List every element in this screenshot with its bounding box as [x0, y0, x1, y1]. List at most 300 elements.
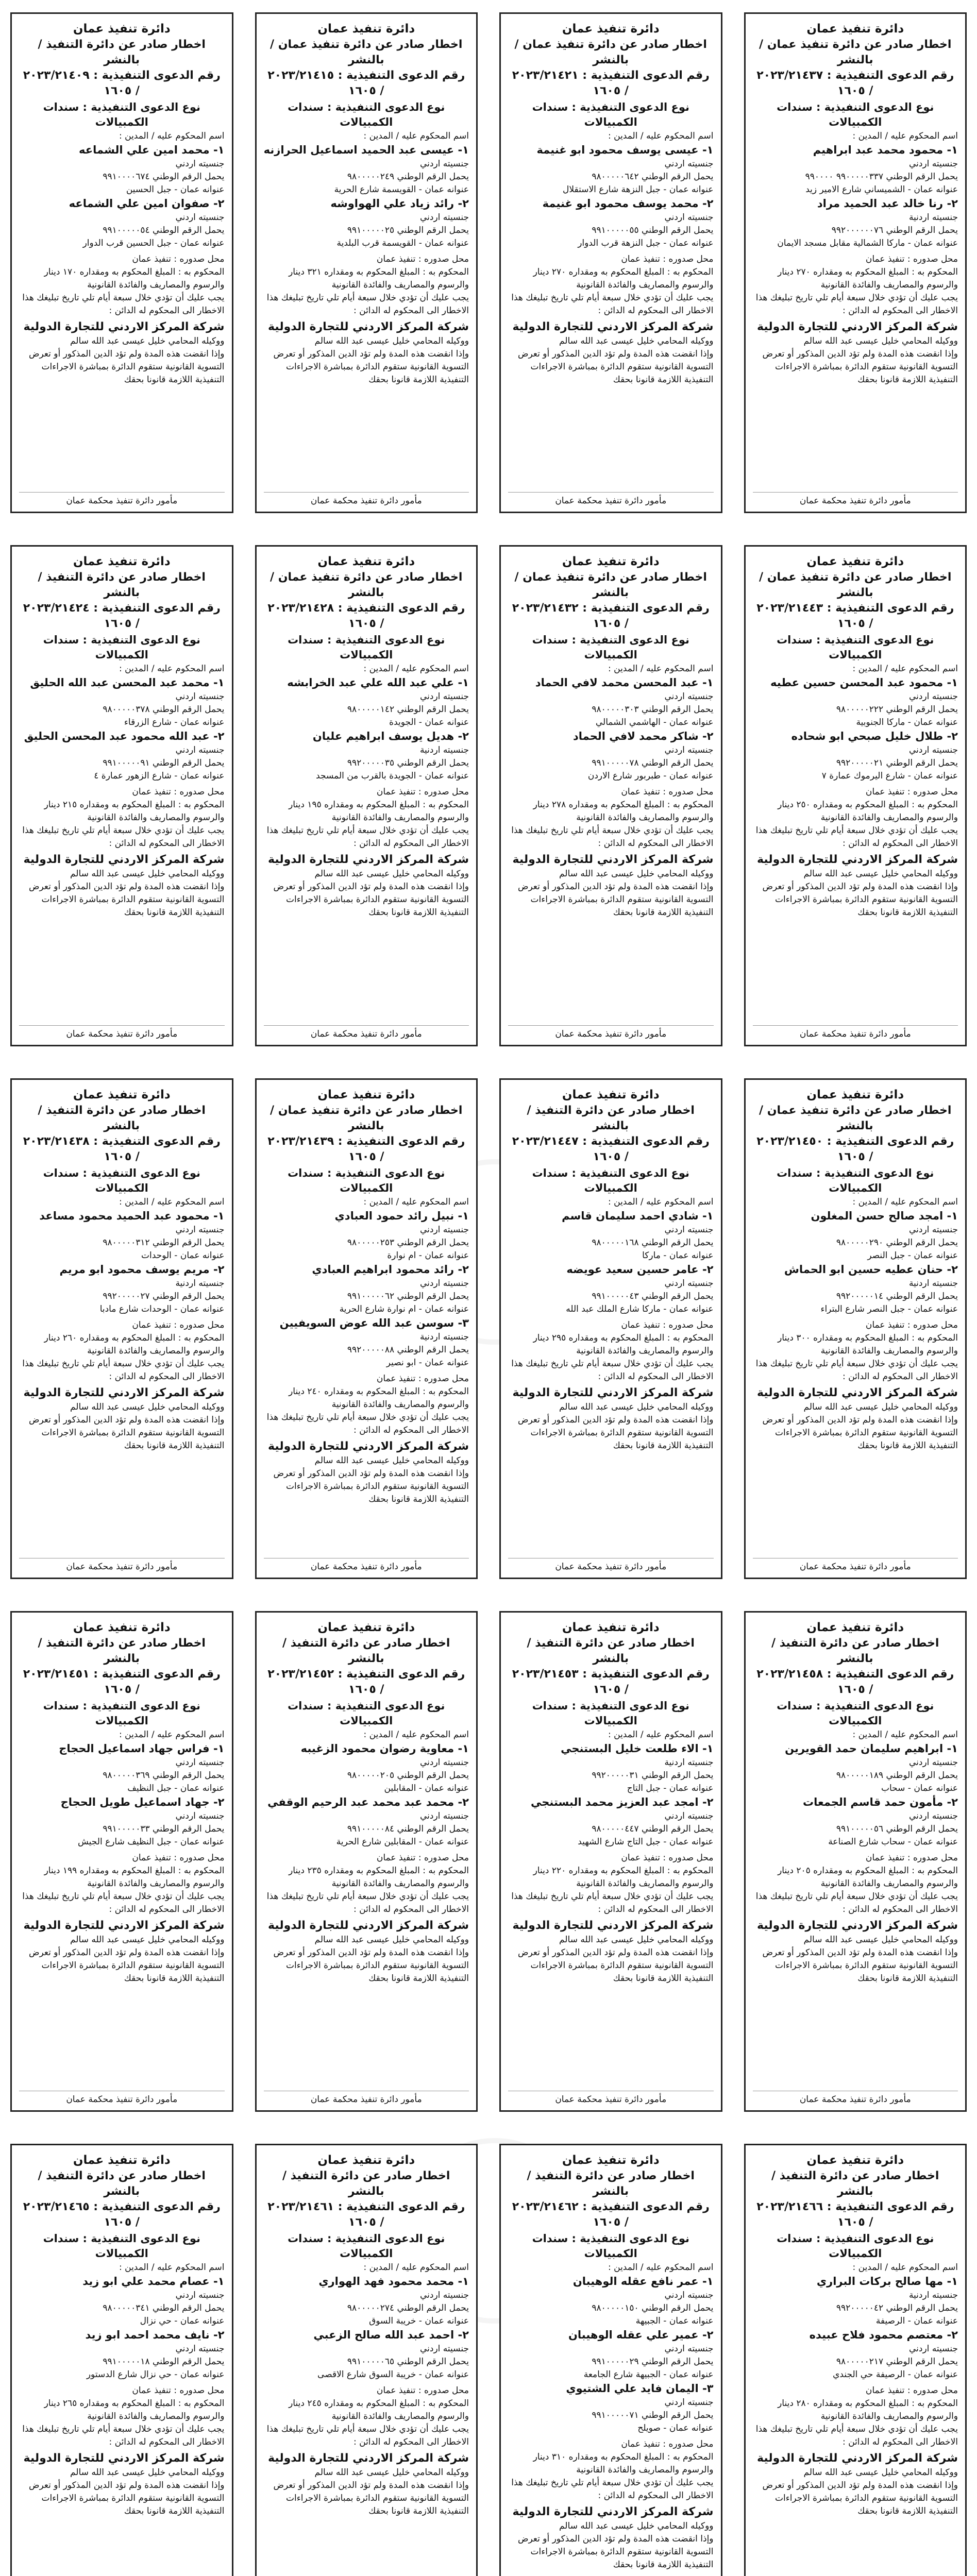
- notice-tail-line: وإذا انقضت هذه المدة ولم تؤد الدين المذكور أو تعرض التسوية القانونية ستقوم الدائرة بمباشرة الاجراءات التنفيذية اللازمة قانونا بحقك: [517, 349, 714, 385]
- notice-body-line: يجب عليك أن تؤدي خلال سبعة أيام تلي تاريخ تبليغك هذا الاخطار الى المحكوم له الدائن :: [511, 1891, 714, 1914]
- case-number: رقم الدعوى التنفيذية : ٢٠٢٣/٢١٤٢١ / ١٦٠٥: [512, 69, 710, 97]
- debtor-name: ٢- امجد عبد العزيز محمد البستنجي: [531, 1795, 714, 1808]
- case-number: رقم الدعوى التنفيذية : ٢٠٢٣/٢١٤٣٢ / ١٦٠٥: [512, 602, 710, 631]
- notice-header: دائرة تنفيذ عمان: [562, 1088, 660, 1101]
- debtor-detail: يحمل الرقم الوطني ٩٨٠٠٠٠٠١٨٩: [836, 1770, 958, 1781]
- notice-tail-line: ووكيله المحامي خليل عيسى عبد الله سالم: [803, 1401, 958, 1412]
- debtor-detail: يحمل الرقم الوطني ٩٩١٠٠٠٠٠٤٣: [592, 1291, 714, 1301]
- debtor-label: اسم المحكوم عليه / المدين :: [363, 664, 469, 674]
- debtor-detail: عنوانه عمان - الوحدات شارع مادبا: [99, 1303, 225, 1314]
- case-type: نوع الدعوى التنفيذية : سندات الكمبيالات: [43, 2232, 200, 2260]
- case-type: نوع الدعوى التنفيذية : سندات الكمبيالات: [288, 2232, 445, 2260]
- case-number: رقم الدعوى التنفيذية : ٢٠٢٣/٢١٤٥٨ / ١٦٠٥: [756, 1667, 954, 1696]
- notice-tail-line: ووكيله المحامي خليل عيسى عبد الله سالم: [70, 2467, 225, 2478]
- debtor-detail: عنوانه عمان - طبربور شارع الاردن: [587, 771, 714, 782]
- debtor-detail: جنسيته اردني: [175, 1224, 225, 1235]
- creditor-company: شركة المركز الاردني للتجارة الدولية: [757, 2452, 958, 2465]
- notice-header: دائرة تنفيذ عمان: [73, 1088, 171, 1101]
- debtor-detail: عنوانه عمان - خريبة السوق شارع الاقصى: [317, 2369, 469, 2380]
- debtor-detail: يحمل الرقم الوطني ٩٨٠٠٠٠٠٤٤٧: [592, 1823, 714, 1834]
- notice-body-line: يجب عليك أن تؤدي خلال سبعة أيام تلي تاريخ تبليغك هذا الاخطار الى المحكوم له الدائن :: [755, 825, 958, 849]
- creditor-company: شركة المركز الاردني للتجارة الدولية: [23, 2452, 225, 2465]
- debtor-name: ١- مها صالح بركات البراري: [816, 2275, 958, 2288]
- debtor-detail: يحمل الرقم الوطني ٩٩٢٠٠٠٠٠٠٧٦: [831, 225, 958, 235]
- notice-body-line: يجب عليك أن تؤدي خلال سبعة أيام تلي تاريخ تبليغك هذا الاخطار الى المحكوم له الدائن :: [511, 293, 714, 316]
- debtor-detail: يحمل الرقم الوطني ٩٨٠٠٠٠٠٢٩٠: [836, 1237, 958, 1248]
- case-number: رقم الدعوى التنفيذية : ٢٠٢٣/٢١٤٥٢ / ١٦٠٥: [267, 1667, 465, 1696]
- notice-body-line: المحكوم به : المبلغ المحكوم به ومقداره ١٩٥ دينار والرسوم والمصاريف والفائدة القانونية: [289, 800, 469, 823]
- notice-body-line: يجب عليك أن تؤدي خلال سبعة أيام تلي تاريخ تبليغك هذا الاخطار الى المحكوم له الدائن :: [755, 2424, 958, 2448]
- notice-header: دائرة تنفيذ عمان: [73, 555, 171, 569]
- debtor-detail: جنسيته اردنية: [908, 1278, 958, 1289]
- case-type: نوع الدعوى التنفيذية : سندات الكمبيالات: [532, 634, 689, 662]
- notice-body-line: المحكوم به : المبلغ المحكوم به ومقداره ٢٤٠ دينار والرسوم والمصاريف والفائدة القانونية: [289, 1386, 469, 1410]
- debtor-detail: جنسيته اردني: [664, 691, 714, 702]
- debtor-name: ١- ابراهيم سليمان حمد القويرين: [785, 1742, 958, 1755]
- debtor-detail: عنوانه عمان - جبل النظيف شارع الجيش: [78, 1836, 225, 1847]
- notice-tail-line: ووكيله المحامي خليل عيسى عبد الله سالم: [803, 336, 958, 346]
- debtor-name: ٢- هديل يوسف ابراهيم عليان: [312, 730, 469, 743]
- debtor-detail: عنوانه عمان - شارع الزرقاء: [124, 717, 225, 728]
- debtor-detail: يحمل الرقم الوطني ٩٩٢٠٠٠٠٠٣١: [592, 1770, 714, 1781]
- notice-tail-line: وإذا انقضت هذه المدة ولم تؤد الدين المذكور أو تعرض التسوية القانونية ستقوم الدائرة بمباشرة الاجراءات التنفيذية اللازمة قانونا بحقك: [762, 349, 958, 385]
- notice-footer: مأمور دائرة تنفيذ محكمة عمان: [753, 1558, 958, 1573]
- debtor-detail: عنوانه عمان - جبل الحسين قرب الدوار: [82, 238, 225, 248]
- notice-header: دائرة تنفيذ عمان: [73, 22, 171, 36]
- creditor-company: شركة المركز الاردني للتجارة الدولية: [512, 853, 714, 867]
- notice-header: اخطار صادر عن دائرة تنفيذ عمان / بالنشر: [270, 1104, 463, 1132]
- notice-footer: مأمور دائرة تنفيذ محكمة عمان: [508, 1558, 714, 1573]
- notice-tail-line: وإذا انقضت هذه المدة ولم تؤد الدين المذكور أو تعرض التسوية القانونية ستقوم الدائرة بمباشرة الاجراءات التنفيذية اللازمة قانونا بحقك: [273, 882, 469, 918]
- debtor-name: ٢- عامر حسين سعيد عويضه: [566, 1263, 714, 1276]
- debtor-detail: جنسيته اردني: [664, 2290, 714, 2301]
- debtor-name: ٢- رائد زياد علي الهواوشه: [330, 197, 469, 210]
- debtor-detail: جنسيته اردني: [420, 691, 469, 702]
- notice-tail-line: وإذا انقضت هذه المدة ولم تؤد الدين المذكور أو تعرض التسوية القانونية ستقوم الدائرة بمباشرة الاجراءات التنفيذية اللازمة قانونا بحقك: [273, 1947, 469, 1984]
- notice-tail-line: وإذا انقضت هذه المدة ولم تؤد الدين المذكور أو تعرض التسوية القانونية ستقوم الدائرة بمباشرة الاجراءات التنفيذية اللازمة قانونا بحقك: [273, 2480, 469, 2517]
- debtor-detail: جنسيته اردني: [175, 159, 225, 169]
- case-type: نوع الدعوى التنفيذية : سندات الكمبيالات: [777, 2232, 934, 2260]
- notice-header: دائرة تنفيذ عمان: [73, 2154, 171, 2167]
- notice-header: اخطار صادر عن دائرة تنفيذ عمان / بالنشر: [759, 1104, 952, 1132]
- notice-tail-line: ووكيله المحامي خليل عيسى عبد الله سالم: [559, 1934, 714, 1945]
- debtor-detail: يحمل الرقم الوطني ٩٨٠٠٠٠٠٦٤٢: [592, 172, 714, 182]
- notice-card: [744, 2144, 967, 2576]
- notice-body-line: محل صدوره : تنفيذ عمان: [621, 787, 714, 798]
- notice-tail-line: ووكيله المحامي خليل عيسى عبد الله سالم: [803, 869, 958, 879]
- debtor-detail: جنسيته اردنية: [908, 2290, 958, 2301]
- debtor-label: اسم المحكوم عليه / المدين :: [363, 1729, 469, 1740]
- notice-tail-line: ووكيله المحامي خليل عيسى عبد الله سالم: [559, 2521, 714, 2532]
- debtor-detail: جنسيته اردني: [175, 1757, 225, 1768]
- debtor-label: اسم المحكوم عليه / المدين :: [119, 1196, 225, 1207]
- notice-body-line: محل صدوره : تنفيذ عمان: [621, 1319, 714, 1330]
- notice-body-line: محل صدوره : تنفيذ عمان: [865, 787, 958, 798]
- notice-body-line: المحكوم به : المبلغ المحكوم به ومقداره ٢٩٥ دينار والرسوم والمصاريف والفائدة القانونية: [533, 1332, 714, 1356]
- notice-header: اخطار صادر عن دائرة التنفيذ / بالنشر: [771, 1636, 939, 1665]
- debtor-detail: جنسيته اردني: [175, 691, 225, 702]
- debtor-detail: يحمل الرقم الوطني ٩٩٢٠٠٠٠٠٣٥: [347, 758, 469, 769]
- notice-footer: مأمور دائرة تنفيذ محكمة عمان: [753, 1025, 958, 1041]
- debtor-detail: عنوانه عمان - جبل النزهة قرب الدوار: [578, 238, 714, 248]
- debtor-name: ٢- عمير علي عقله الوهيبان: [568, 2329, 714, 2342]
- debtor-detail: عنوانه عمان - القويسمة شارع الحرية: [334, 184, 469, 195]
- notice-card: [744, 545, 967, 1046]
- case-type: نوع الدعوى التنفيذية : سندات الكمبيالات: [532, 1699, 689, 1727]
- notice-footer: مأمور دائرة تنفيذ محكمة عمان: [19, 1558, 225, 1573]
- notice-card: [255, 1611, 478, 2112]
- notice-body-line: يجب عليك أن تؤدي خلال سبعة أيام تلي تاريخ تبليغك هذا الاخطار الى المحكوم له الدائن :: [755, 1358, 958, 1382]
- case-type: نوع الدعوى التنفيذية : سندات الكمبيالات: [288, 1699, 445, 1727]
- debtor-detail: جنسيته اردني: [175, 745, 225, 756]
- notice-header: اخطار صادر عن دائرة التنفيذ / بالنشر: [527, 1636, 695, 1665]
- debtor-detail: عنوانه عمان - الجويدة: [389, 717, 469, 728]
- case-number: رقم الدعوى التنفيذية : ٢٠٢٣/٢١٤٤٣ / ١٦٠٥: [756, 602, 954, 631]
- debtor-detail: عنوانه عمان - ام نوارة شارع الحرية: [339, 1303, 469, 1314]
- notice-body-line: المحكوم به : المبلغ المحكوم به ومقداره ٣١٠ دينار والرسوم والمصاريف والفائدة القانونية: [533, 2452, 714, 2476]
- case-type: نوع الدعوى التنفيذية : سندات الكمبيالات: [43, 1166, 200, 1194]
- debtor-detail: عنوانه عمان - ماركا الشمالية مقابل مسجد الايمان: [777, 238, 958, 248]
- debtor-detail: يحمل الرقم الوطني ٩٩٠٠٠٠٠٣٣٧ ٩٩٠٠٠٠: [805, 172, 958, 182]
- notice-card: [255, 2144, 478, 2576]
- debtor-detail: جنسيته اردني: [420, 1224, 469, 1235]
- case-number: رقم الدعوى التنفيذية : ٢٠٢٣/٢١٤٦٥ / ١٦٠٥: [23, 2200, 221, 2229]
- debtor-detail: عنوانه عمان - المقابلين شارع الحرية: [336, 1836, 469, 1847]
- debtor-detail: جنسيته اردني: [909, 1757, 958, 1768]
- notice-footer: مأمور دائرة تنفيذ محكمة عمان: [264, 1558, 469, 1573]
- notice-body-line: يجب عليك أن تؤدي خلال سبعة أيام تلي تاريخ تبليغك هذا الاخطار الى المحكوم له الدائن :: [511, 1358, 714, 1382]
- creditor-company: شركة المركز الاردني للتجارة الدولية: [23, 320, 225, 333]
- debtor-detail: عنوانه عمان - سحاب شارع الصناعة: [828, 1836, 958, 1847]
- case-type: نوع الدعوى التنفيذية : سندات الكمبيالات: [777, 634, 934, 662]
- debtor-detail: جنسيته اردنية: [908, 212, 958, 223]
- debtor-detail: جنسيته اردني: [420, 159, 469, 169]
- debtor-detail: يحمل الرقم الوطني ٩٩٢٠٠٠٠٠٤٢: [836, 2303, 958, 2314]
- debtor-detail: جنسيته اردني: [420, 2344, 469, 2354]
- case-type: نوع الدعوى التنفيذية : سندات الكمبيالات: [43, 101, 200, 128]
- notice-card: [499, 12, 722, 513]
- creditor-company: شركة المركز الاردني للتجارة الدولية: [268, 2452, 469, 2465]
- notice-tail-line: ووكيله المحامي خليل عيسى عبد الله سالم: [70, 1934, 225, 1945]
- notice-header: دائرة تنفيذ عمان: [806, 1088, 904, 1101]
- notice-body-line: المحكوم به : المبلغ المحكوم به ومقداره ٢٧٨ دينار والرسوم والمصاريف والفائدة القانونية: [533, 800, 714, 823]
- debtor-label: اسم المحكوم عليه / المدين :: [608, 1196, 714, 1207]
- creditor-company: شركة المركز الاردني للتجارة الدولية: [268, 853, 469, 867]
- debtor-name: ٣- اليمان فايد علي الشتيوي: [566, 2382, 714, 2395]
- notice-tail-line: وإذا انقضت هذه المدة ولم تؤد الدين المذكور أو تعرض التسوية القانونية ستقوم الدائرة بمباشرة الاجراءات التنفيذية اللازمة قانونا بحقك: [762, 1947, 958, 1984]
- case-number: رقم الدعوى التنفيذية : ٢٠٢٣/٢١٤٤٧ / ١٦٠٥: [512, 1134, 710, 1163]
- debtor-detail: يحمل الرقم الوطني ٩٩١٠٠٠٠٦٧٤: [103, 172, 225, 182]
- notice-tail-line: ووكيله المحامي خليل عيسى عبد الله سالم: [314, 869, 469, 879]
- debtor-detail: جنسيته اردني: [664, 159, 714, 169]
- notice-footer: مأمور دائرة تنفيذ محكمة عمان: [264, 1025, 469, 1041]
- debtor-name: ١- فراس جهاد اسماعيل الحجاج: [59, 1742, 225, 1755]
- debtor-detail: جنسيته اردني: [420, 2290, 469, 2301]
- debtor-detail: عنوانه عمان - حي نزال: [140, 2316, 225, 2327]
- debtor-detail: جنسيته اردني: [175, 1810, 225, 1821]
- creditor-company: شركة المركز الاردني للتجارة الدولية: [757, 1919, 958, 1932]
- case-number: رقم الدعوى التنفيذية : ٢٠٢٣/٢١٤٢٨ / ١٦٠٥: [267, 602, 465, 631]
- debtor-detail: عنوانه عمان - جبل التاج شارع الشهيد: [578, 1836, 714, 1847]
- notice-body-line: يجب عليك أن تؤدي خلال سبعة أيام تلي تاريخ تبليغك هذا الاخطار الى المحكوم له الدائن :: [266, 293, 469, 316]
- debtor-detail: عنوانه عمان - ام نوارة: [387, 1250, 469, 1261]
- debtor-detail: يحمل الرقم الوطني ٩٨٠٠٠٠٠٣٦٩: [103, 1770, 225, 1781]
- notice-body-line: محل صدوره : تنفيذ عمان: [621, 1852, 714, 1863]
- notice-tail-line: ووكيله المحامي خليل عيسى عبد الله سالم: [559, 869, 714, 879]
- case-number: رقم الدعوى التنفيذية : ٢٠٢٣/٢١٤٠٩ / ١٦٠٥: [23, 69, 221, 97]
- notice-footer: مأمور دائرة تنفيذ محكمة عمان: [19, 492, 225, 507]
- notice-footer: مأمور دائرة تنفيذ محكمة عمان: [508, 2091, 714, 2106]
- debtor-detail: يحمل الرقم الوطني ٩٩١٠٠٠٠٠٨٤: [347, 1823, 469, 1834]
- case-number: رقم الدعوى التنفيذية : ٢٠٢٣/٢١٤٥٠ / ١٦٠٥: [756, 1134, 954, 1163]
- notice-body-line: يجب عليك أن تؤدي خلال سبعة أيام تلي تاريخ تبليغك هذا الاخطار الى المحكوم له الدائن :: [755, 1891, 958, 1914]
- debtor-label: اسم المحكوم عليه / المدين :: [608, 131, 714, 141]
- debtor-name: ١- امجد صالح حسن المغلون: [811, 1209, 958, 1222]
- notice-header: دائرة تنفيذ عمان: [562, 1620, 660, 1634]
- debtor-name: ٢- مأمون حمد قاسم الجمعات: [802, 1795, 958, 1808]
- debtor-name: ٢- حنان عطيه حسين ابو الحماش: [784, 1263, 958, 1276]
- creditor-company: شركة المركز الاردني للتجارة الدولية: [268, 320, 469, 333]
- debtor-detail: جنسيته اردني: [664, 2397, 714, 2408]
- debtor-detail: جنسيته اردني: [664, 745, 714, 756]
- notice-footer: مأمور دائرة تنفيذ محكمة عمان: [264, 2091, 469, 2106]
- notice-body-line: محل صدوره : تنفيذ عمان: [132, 2385, 225, 2396]
- notice-body-line: يجب عليك أن تؤدي خلال سبعة أيام تلي تاريخ تبليغك هذا الاخطار الى المحكوم له الدائن :: [22, 1358, 225, 1382]
- debtor-detail: يحمل الرقم الوطني ٩٩١٠٠٠٠٠٣٣: [103, 1823, 225, 1834]
- debtor-name: ١- عبد المحسن محمد لافي الحماد: [535, 676, 714, 689]
- notice-card: [744, 1078, 967, 1579]
- debtor-detail: يحمل الرقم الوطني ٩٩١٠٠٠٠٠٧١: [592, 2410, 714, 2421]
- notice-tail-line: ووكيله المحامي خليل عيسى عبد الله سالم: [559, 336, 714, 346]
- notice-body-line: محل صدوره : تنفيذ عمان: [132, 1852, 225, 1863]
- notice-card: [10, 545, 233, 1046]
- debtor-detail: عنوانه عمان - شارع الزهور عمارة ٤: [94, 771, 225, 782]
- debtor-name: ٢- احمد عبد الله صالح الزعبي: [313, 2329, 469, 2342]
- debtor-detail: جنسيته اردني: [909, 691, 958, 702]
- case-number: رقم الدعوى التنفيذية : ٢٠٢٣/٢١٤٢٤ / ١٦٠٥: [23, 602, 221, 631]
- debtor-name: ٣- سوسن عبد الله عوض السويفيين: [279, 1316, 469, 1329]
- debtor-detail: جنسيته اردني: [909, 745, 958, 756]
- debtor-detail: عنوانه عمان - سحاب: [881, 1783, 958, 1793]
- notice-card: [744, 1611, 967, 2112]
- debtor-label: اسم المحكوم عليه / المدين :: [119, 131, 225, 141]
- notice-header: اخطار صادر عن دائرة التنفيذ / بالنشر: [38, 2170, 206, 2198]
- notice-tail-line: ووكيله المحامي خليل عيسى عبد الله سالم: [314, 1934, 469, 1945]
- debtor-detail: جنسيته اردنية: [175, 1278, 225, 1289]
- debtor-detail: يحمل الرقم الوطني ٩٨٠٠٠٠٠٣١٢: [103, 1237, 225, 1248]
- debtor-detail: عنوانه عمان - الوحدات: [141, 1250, 225, 1261]
- debtor-detail: جنسيته اردني: [909, 2344, 958, 2354]
- debtor-name: ٢- عبد الله محمود عبد المحسن الحليق: [24, 730, 225, 743]
- case-type: نوع الدعوى التنفيذية : سندات الكمبيالات: [288, 101, 445, 128]
- debtor-detail: جنسيته اردني: [664, 1278, 714, 1289]
- notice-header: دائرة تنفيذ عمان: [317, 555, 415, 569]
- debtor-detail: عنوانه عمان - حي نزال شارع الدستور: [86, 2369, 225, 2380]
- debtor-name: ٢- محمد يوسف محمود ابو غنيمة: [542, 197, 714, 210]
- creditor-company: شركة المركز الاردني للتجارة الدولية: [23, 853, 225, 867]
- debtor-detail: يحمل الرقم الوطني ٩٩١٠٠٠٠٠٥٦: [836, 1823, 958, 1834]
- debtor-detail: جنسيته اردني: [420, 1810, 469, 1821]
- debtor-name: ١- محمود عبد المحسن حسين عطيه: [770, 676, 958, 689]
- notice-card: [10, 1078, 233, 1579]
- notice-card: [499, 545, 722, 1046]
- debtor-name: ١- عيسى يوسف محمود ابو غنيمة: [536, 144, 714, 156]
- debtor-detail: عنوانه عمان - جبل التاج: [627, 1783, 714, 1793]
- case-type: نوع الدعوى التنفيذية : سندات الكمبيالات: [532, 101, 689, 128]
- notice-header: اخطار صادر عن دائرة التنفيذ / بالنشر: [771, 2170, 939, 2198]
- notice-body-line: محل صدوره : تنفيذ عمان: [621, 2439, 714, 2450]
- debtor-name: ١- محمد عبد المحسن عبد الله الحليق: [30, 676, 225, 689]
- notice-body-line: المحكوم به : المبلغ المحكوم به ومقداره ٢٢٠ دينار والرسوم والمصاريف والفائدة القانونية: [533, 1865, 714, 1889]
- case-type: نوع الدعوى التنفيذية : سندات الكمبيالات: [532, 2232, 689, 2260]
- debtor-label: اسم المحكوم عليه / المدين :: [608, 1729, 714, 1740]
- debtor-name: ١- معاوية رضوان محمود الزغيبه: [300, 1742, 469, 1755]
- debtor-name: ١- عصام محمد علي ابو زيد: [82, 2275, 225, 2288]
- notice-body-line: محل صدوره : تنفيذ عمان: [376, 2385, 469, 2396]
- notice-body-line: محل صدوره : تنفيذ عمان: [132, 787, 225, 798]
- notice-body-line: محل صدوره : تنفيذ عمان: [621, 254, 714, 264]
- notice-card: [10, 12, 233, 513]
- notice-body-line: المحكوم به : المبلغ المحكوم به ومقداره ٢٦٥ دينار والرسوم والمصاريف والفائدة القانونية: [44, 2398, 225, 2422]
- debtor-detail: عنوانه عمان - شارع اليرموك عمارة ٧: [821, 771, 958, 782]
- notice-body-line: المحكوم به : المبلغ المحكوم به ومقداره ٢٧٠ دينار والرسوم والمصاريف والفائدة القانونية: [778, 267, 958, 290]
- debtor-name: ٢- طلال خليل صبحي ابو شحاده: [791, 730, 958, 743]
- notice-body-line: يجب عليك أن تؤدي خلال سبعة أيام تلي تاريخ تبليغك هذا الاخطار الى المحكوم له الدائن :: [22, 2424, 225, 2448]
- case-number: رقم الدعوى التنفيذية : ٢٠٢٣/٢١٤٣٩ / ١٦٠٥: [267, 1134, 465, 1163]
- debtor-detail: يحمل الرقم الوطني ٩٩١٠٠٠٠٠٦٥: [347, 2357, 469, 2367]
- debtor-label: اسم المحكوم عليه / المدين :: [852, 131, 958, 141]
- debtor-name: ١- نبيل رائد حمود العبادي: [334, 1209, 469, 1222]
- notice-tail-line: وإذا انقضت هذه المدة ولم تؤد الدين المذكور أو تعرض التسوية القانونية ستقوم الدائرة بمباشرة الاجراءات التنفيذية اللازمة قانونا بحقك: [517, 2534, 714, 2570]
- notice-tail-line: وإذا انقضت هذه المدة ولم تؤد الدين المذكور أو تعرض التسوية القانونية ستقوم الدائرة بمباشرة الاجراءات التنفيذية اللازمة قانونا بحقك: [28, 2480, 225, 2517]
- debtor-name: ٢- معتصم محمود فلاح عبيده: [809, 2329, 958, 2342]
- notice-tail-line: وإذا انقضت هذه المدة ولم تؤد الدين المذكور أو تعرض التسوية القانونية ستقوم الدائرة بمباشرة الاجراءات التنفيذية اللازمة قانونا بحقك: [28, 882, 225, 918]
- notice-header: اخطار صادر عن دائرة تنفيذ عمان / بالنشر: [759, 571, 952, 600]
- debtor-label: اسم المحكوم عليه / المدين :: [119, 2262, 225, 2273]
- debtor-detail: جنسيته اردنية: [419, 1331, 469, 1342]
- notice-header: اخطار صادر عن دائرة التنفيذ / بالنشر: [38, 1636, 206, 1665]
- case-number: رقم الدعوى التنفيذية : ٢٠٢٣/٢١٤٦٢ / ١٦٠٥: [512, 2200, 710, 2229]
- notice-body-line: يجب عليك أن تؤدي خلال سبعة أيام تلي تاريخ تبليغك هذا الاخطار الى المحكوم له الدائن :: [266, 1412, 469, 1435]
- debtor-detail: جنسيته اردني: [909, 159, 958, 169]
- debtor-detail: عنوانه عمان - الرصيفة: [875, 2316, 958, 2327]
- notice-body-line: المحكوم به : المبلغ المحكوم به ومقداره ٢١٥ دينار والرسوم والمصاريف والفائدة القانونية: [44, 800, 225, 823]
- debtor-detail: يحمل الرقم الوطني ٩٨٠٠٠٠٠٢١٧: [836, 2357, 958, 2367]
- debtor-label: اسم المحكوم عليه / المدين :: [852, 2262, 958, 2273]
- notice-header: دائرة تنفيذ عمان: [317, 22, 415, 36]
- debtor-detail: يحمل الرقم الوطني ٩٩١٠٠٠٠٠٢٩: [592, 2357, 714, 2367]
- debtor-name: ١- شادي احمد سليمان قاسم: [562, 1209, 714, 1222]
- notice-header: اخطار صادر عن دائرة التنفيذ / بالنشر: [38, 1104, 206, 1132]
- notice-header: دائرة تنفيذ عمان: [562, 2154, 660, 2167]
- creditor-company: شركة المركز الاردني للتجارة الدولية: [512, 320, 714, 333]
- debtor-label: اسم المحكوم عليه / المدين :: [852, 1729, 958, 1740]
- notice-tail-line: وإذا انقضت هذه المدة ولم تؤد الدين المذكور أو تعرض التسوية القانونية ستقوم الدائرة بمباشرة الاجراءات التنفيذية اللازمة قانونا بحقك: [762, 2480, 958, 2517]
- debtor-name: ٢- محمد عبد محمد عبد الرحيم الوقفي: [267, 1795, 469, 1808]
- notice-tail-line: وإذا انقضت هذه المدة ولم تؤد الدين المذكور أو تعرض التسوية القانونية ستقوم الدائرة بمباشرة الاجراءات التنفيذية اللازمة قانونا بحقك: [517, 882, 714, 918]
- notice-body-line: المحكوم به : المبلغ المحكوم به ومقداره ٣٢١ دينار والرسوم والمصاريف والفائدة القانونية: [289, 267, 469, 290]
- debtor-detail: عنوانه عمان - المقابلين: [384, 1783, 469, 1793]
- debtor-detail: عنوانه عمان - الشميساني شارع الامير زيد: [805, 184, 958, 195]
- debtor-detail: يحمل الرقم الوطني ٩٩١٠٠٠٠٠٦٢: [347, 1291, 469, 1301]
- notice-body-line: محل صدوره : تنفيذ عمان: [376, 1373, 469, 1384]
- debtor-name: ٢- جهاد اسماعيل طويل الحجاج: [60, 1795, 225, 1808]
- notice-body-line: المحكوم به : المبلغ المحكوم به ومقداره ٣٠٠ دينار والرسوم والمصاريف والفائدة القانونية: [778, 1332, 958, 1356]
- debtor-detail: جنسيته اردني: [664, 1224, 714, 1235]
- debtor-detail: يحمل الرقم الوطني ٩٨٠٠٠٠٠١٤٢: [347, 704, 469, 715]
- creditor-company: شركة المركز الاردني للتجارة الدولية: [268, 1439, 469, 1453]
- debtor-detail: عنوانه عمان - الجويدة بالقرب من المسجد: [316, 771, 469, 782]
- case-number: رقم الدعوى التنفيذية : ٢٠٢٣/٢١٤٣٨ / ١٦٠٥: [23, 1134, 221, 1163]
- notice-footer: مأمور دائرة تنفيذ محكمة عمان: [508, 492, 714, 507]
- debtor-detail: جنسيته اردني: [909, 1224, 958, 1235]
- case-type: نوع الدعوى التنفيذية : سندات الكمبيالات: [43, 1699, 200, 1727]
- notice-footer: مأمور دائرة تنفيذ محكمة عمان: [19, 2091, 225, 2106]
- debtor-detail: يحمل الرقم الوطني ٩٩١٠٠٠٠٠٩١: [103, 758, 225, 769]
- notice-body-line: محل صدوره : تنفيذ عمان: [865, 254, 958, 264]
- debtor-detail: عنوانه عمان - ماركا: [642, 1250, 714, 1261]
- debtor-name: ٢- صفوان امين علي الشماعه: [69, 197, 225, 210]
- debtor-detail: يحمل الرقم الوطني ٩٩٢٠٠٠٠٠٢١: [836, 758, 958, 769]
- notice-header: دائرة تنفيذ عمان: [562, 555, 660, 569]
- debtor-detail: جنسيته اردني: [175, 212, 225, 223]
- notice-tail-line: ووكيله المحامي خليل عيسى عبد الله سالم: [559, 1401, 714, 1412]
- notice-card: [10, 2144, 233, 2576]
- debtor-detail: عنوانه عمان - جبل النظيف: [127, 1783, 225, 1793]
- notice-body-line: يجب عليك أن تؤدي خلال سبعة أيام تلي تاريخ تبليغك هذا الاخطار الى المحكوم له الدائن :: [266, 825, 469, 849]
- debtor-detail: يحمل الرقم الوطني ٩٩١٠٠٠٠٠٧٨: [592, 758, 714, 769]
- notice-body-line: المحكوم به : المبلغ المحكوم به ومقداره ٢٥٠ دينار والرسوم والمصاريف والفائدة القانونية: [778, 800, 958, 823]
- debtor-detail: عنوانه عمان - الجبيهة: [635, 2316, 714, 2327]
- notice-header: اخطار صادر عن دائرة التنفيذ / بالنشر: [527, 2170, 695, 2198]
- case-number: رقم الدعوى التنفيذية : ٢٠٢٣/٢١٤٥٣ / ١٦٠٥: [512, 1667, 710, 1696]
- debtor-detail: جنسيته اردنية: [419, 745, 469, 756]
- debtor-label: اسم المحكوم عليه / المدين :: [363, 131, 469, 141]
- notice-footer: مأمور دائرة تنفيذ محكمة عمان: [264, 492, 469, 507]
- debtor-detail: يحمل الرقم الوطني ٩٩١٠٠٠٠٠٢٥: [347, 225, 469, 235]
- notice-body-line: يجب عليك أن تؤدي خلال سبعة أيام تلي تاريخ تبليغك هذا الاخطار الى المحكوم له الدائن :: [22, 293, 225, 316]
- notice-header: اخطار صادر عن دائرة تنفيذ عمان / بالنشر: [270, 38, 463, 66]
- debtor-detail: يحمل الرقم الوطني ٩٨٠٠٠٠٠١٦٨: [592, 1237, 714, 1248]
- notice-footer: مأمور دائرة تنفيذ محكمة عمان: [753, 2091, 958, 2106]
- debtor-name: ٢- مريم يوسف محمود ابو مريم: [59, 1263, 225, 1276]
- notice-header: دائرة تنفيذ عمان: [562, 22, 660, 36]
- creditor-company: شركة المركز الاردني للتجارة الدولية: [23, 1919, 225, 1932]
- debtor-name: ١- علي عبد الله علي عبد الخرابشه: [287, 676, 469, 689]
- notice-tail-line: ووكيله المحامي خليل عيسى عبد الله سالم: [314, 2467, 469, 2478]
- notice-card: [10, 1611, 233, 2112]
- debtor-detail: يحمل الرقم الوطني ٩٩٢٠٠٠٠٠١٤: [836, 1291, 958, 1301]
- debtor-name: ١- الاء طلعت خليل البستنجي: [561, 1742, 714, 1755]
- notice-header: اخطار صادر عن دائرة التنفيذ / بالنشر: [282, 1636, 450, 1665]
- debtor-detail: عنوانه عمان - صويلح: [637, 2423, 714, 2434]
- creditor-company: شركة المركز الاردني للتجارة الدولية: [757, 320, 958, 333]
- creditor-company: شركة المركز الاردني للتجارة الدولية: [757, 1386, 958, 1399]
- debtor-detail: يحمل الرقم الوطني ٩٨٠٠٠٠٠٢٢٢: [836, 704, 958, 715]
- notice-body-line: يجب عليك أن تؤدي خلال سبعة أيام تلي تاريخ تبليغك هذا الاخطار الى المحكوم له الدائن :: [266, 1891, 469, 1914]
- notice-body-line: يجب عليك أن تؤدي خلال سبعة أيام تلي تاريخ تبليغك هذا الاخطار الى المحكوم له الدائن :: [266, 2424, 469, 2448]
- debtor-detail: يحمل الرقم الوطني ٩٨٠٠٠٠٠٢٤٩: [347, 172, 469, 182]
- case-type: نوع الدعوى التنفيذية : سندات الكمبيالات: [532, 1166, 689, 1194]
- notice-body-line: محل صدوره : تنفيذ عمان: [865, 1319, 958, 1330]
- notice-tail-line: ووكيله المحامي خليل عيسى عبد الله سالم: [70, 336, 225, 346]
- notice-header: دائرة تنفيذ عمان: [317, 1088, 415, 1101]
- debtor-detail: عنوانه عمان - جبل الحسين: [126, 184, 225, 195]
- debtor-detail: جنسيته اردني: [420, 1278, 469, 1289]
- notice-card: [744, 12, 967, 513]
- notice-header: اخطار صادر عن دائرة تنفيذ عمان / بالنشر: [759, 38, 952, 66]
- notice-body-line: يجب عليك أن تؤدي خلال سبعة أيام تلي تاريخ تبليغك هذا الاخطار الى المحكوم له الدائن :: [511, 2478, 714, 2501]
